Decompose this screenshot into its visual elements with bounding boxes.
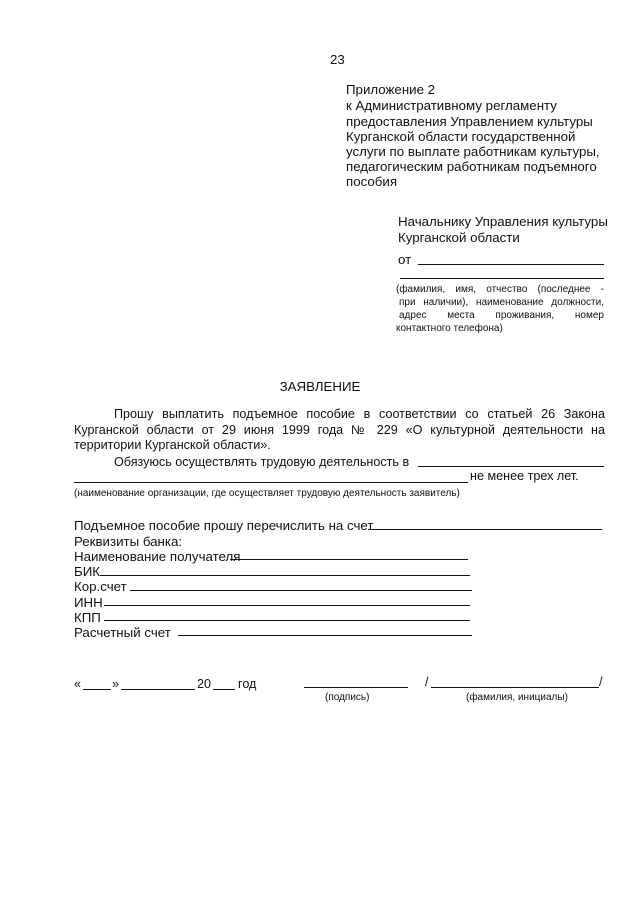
addressee-line: Начальнику Управления культуры xyxy=(398,214,608,229)
appendix-line: пособия xyxy=(346,174,398,189)
kpp-label: КПП xyxy=(74,610,101,625)
name-hint: (фамилия, инициалы) xyxy=(466,692,568,703)
from-label: от xyxy=(398,252,412,267)
organization-field-continued[interactable] xyxy=(74,482,468,483)
paragraph-line: территории Курганской области». xyxy=(74,438,271,452)
appendix-line: предоставления Управлением культуры xyxy=(346,114,593,129)
inn-label: ИНН xyxy=(74,595,103,610)
signature-field[interactable] xyxy=(304,687,408,688)
request-paragraph xyxy=(74,407,605,454)
settlement-account-label: Расчетный счет xyxy=(74,625,171,640)
appendix-title: Приложение 2 xyxy=(346,82,436,97)
hint-line: контактного телефона) xyxy=(396,323,503,334)
date-quote-close: » xyxy=(112,677,120,691)
corr-account-label: Кор.счет xyxy=(74,579,127,594)
date-day-field[interactable] xyxy=(83,689,111,690)
kpp-field[interactable] xyxy=(104,620,470,621)
inn-field[interactable] xyxy=(104,605,470,606)
signature-hint: (подпись) xyxy=(325,692,370,703)
appendix-line: к Административному регламенту xyxy=(346,98,557,113)
date-year-prefix: 20 xyxy=(197,677,212,691)
recipient-name-field[interactable] xyxy=(230,559,468,560)
account-field[interactable] xyxy=(368,529,602,530)
name-initials-field[interactable] xyxy=(431,687,599,688)
date-year-suffix: год xyxy=(238,677,257,691)
from-name-field[interactable] xyxy=(418,264,604,265)
name-slash-right: / xyxy=(599,675,603,689)
paragraph-line: Курганской области от 29 июня 1999 года № 229 «О культурной деятельности на xyxy=(74,422,605,437)
organization-field[interactable] xyxy=(418,466,604,467)
obligation-text: Обязуюсь осуществлять трудовую деятельность в xyxy=(114,455,410,469)
bik-label: БИК xyxy=(74,564,101,579)
date-year-field[interactable] xyxy=(213,689,235,690)
obligation-term: не менее трех лет. xyxy=(470,469,579,483)
appendix-line: педагогическим работникам подъемного xyxy=(346,159,597,174)
hint-line: адрес места проживания, номер xyxy=(399,310,604,321)
page-number: 23 xyxy=(330,52,345,67)
from-details-field[interactable] xyxy=(400,278,604,279)
settlement-account-field[interactable] xyxy=(178,635,472,636)
appendix-line: Курганской области государственной xyxy=(346,129,576,144)
bik-field[interactable] xyxy=(100,575,470,576)
organization-hint: (наименование организации, где осуществляет трудовую деятельность заявитель) xyxy=(74,488,460,499)
recipient-name-label: Наименование получателя xyxy=(74,549,241,564)
paragraph-line: Прошу выплатить подъемное пособие в соответствии со статьей 26 Закона xyxy=(114,407,605,421)
appendix-line: услуги по выплате работникам культуры, xyxy=(346,144,600,159)
transfer-label: Подъемное пособие прошу перечислить на счет xyxy=(74,518,374,533)
hint-line: при наличии), наименование должности, xyxy=(399,297,604,308)
document-heading: ЗАЯВЛЕНИЕ xyxy=(279,379,361,394)
name-slash-left: / xyxy=(425,675,429,689)
date-month-field[interactable] xyxy=(121,689,195,690)
requisites-label: Реквизиты банка: xyxy=(74,534,183,549)
corr-account-field[interactable] xyxy=(130,590,472,591)
hint-line: (фамилия, имя, отчество (последнее - xyxy=(396,284,604,295)
from-hint xyxy=(396,283,604,335)
date-quote-open: « xyxy=(74,677,82,691)
addressee-line: Курганской области xyxy=(398,230,520,245)
